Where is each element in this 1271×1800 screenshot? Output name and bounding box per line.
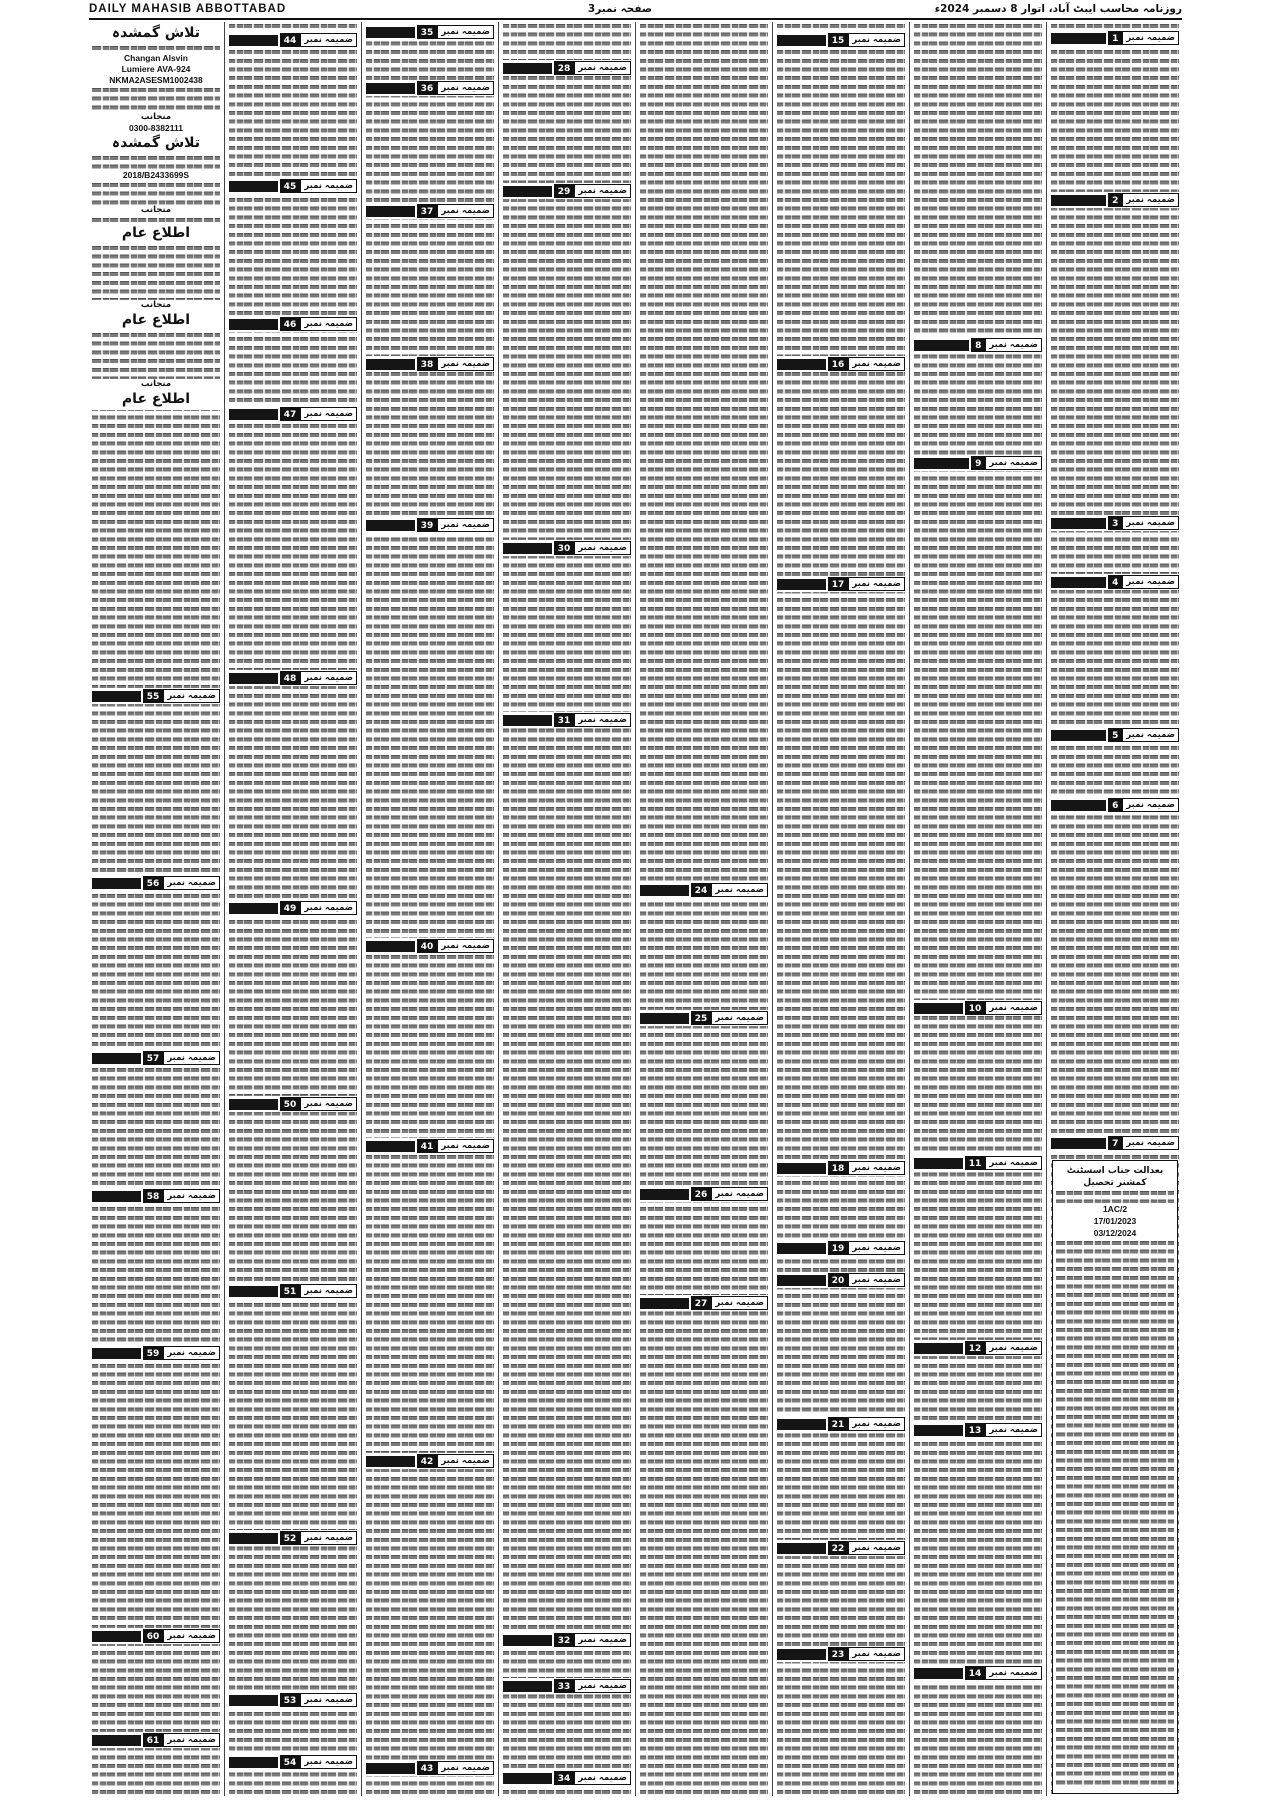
supplement-label: ضمیمہ نمبر <box>574 1771 631 1785</box>
text-block <box>92 216 220 224</box>
court-notice <box>1052 1160 1178 1794</box>
supplement-heading-29 <box>503 183 631 199</box>
supplement-number: 25 <box>691 1011 712 1025</box>
supplement-heading-35 <box>366 24 494 40</box>
column-divider <box>361 22 362 1796</box>
supplement-heading-59 <box>92 1345 220 1361</box>
supplement-heading-15 <box>777 32 905 48</box>
supplement-heading-54 <box>229 1754 357 1770</box>
supplement-number: 29 <box>554 184 575 198</box>
supplement-heading-20 <box>777 1272 905 1288</box>
supplement-label: ضمیمہ نمبر <box>848 1161 905 1175</box>
supplement-number: 33 <box>554 1679 575 1693</box>
supplement-heading-23 <box>777 1646 905 1662</box>
supplement-number: 38 <box>417 357 438 371</box>
column-divider <box>498 22 499 1796</box>
supplement-heading-2 <box>1051 192 1179 208</box>
page-number: صفحہ نمبر3 <box>587 3 653 15</box>
supplement-label: ضمیمہ نمبر <box>300 179 357 193</box>
masthead-title-urdu-date: روزنامہ محاسب ایبٹ آباد، اتوار 8 دسمبر 2024ء <box>934 3 1182 15</box>
supplement-number: 59 <box>143 1346 164 1360</box>
supplement-number: 3 <box>1108 516 1122 530</box>
supplement-heading-6 <box>1051 797 1179 813</box>
column-divider <box>772 22 773 1796</box>
supplement-label: ضمیمہ نمبر <box>1122 575 1179 589</box>
supplement-label: ضمیمہ نمبر <box>437 939 494 953</box>
supplement-heading-18 <box>777 1160 905 1176</box>
from-label: منجانب <box>140 379 172 389</box>
contact-phone: 0300-8382111 <box>129 123 183 133</box>
supplement-number: 42 <box>417 1454 438 1468</box>
supplement-heading-55 <box>92 688 220 704</box>
supplement-heading-39 <box>366 517 494 533</box>
supplement-label: ضمیمہ نمبر <box>985 1156 1042 1170</box>
supplement-number: 32 <box>554 1633 575 1647</box>
notice-heading-3: اطلاع عام <box>121 391 191 407</box>
supplement-heading-38 <box>366 356 494 372</box>
supplement-heading-57 <box>92 1050 220 1066</box>
supplement-label: ضمیمہ نمبر <box>1122 193 1179 207</box>
from-label: منجانب <box>140 205 172 215</box>
supplement-heading-60 <box>92 1628 220 1644</box>
supplement-label: ضمیمہ نمبر <box>711 883 768 897</box>
supplement-heading-52 <box>229 1530 357 1546</box>
supplement-label: ضمیمہ نمبر <box>985 1423 1042 1437</box>
supplement-number: 46 <box>280 317 301 331</box>
supplement-number: 4 <box>1108 575 1122 589</box>
supplement-number: 27 <box>691 1296 712 1310</box>
supplement-label: ضمیمہ نمبر <box>711 1296 768 1310</box>
supplement-heading-17 <box>777 576 905 592</box>
supplement-number: 7 <box>1108 1136 1122 1150</box>
supplement-heading-37 <box>366 203 494 219</box>
supplement-number: 14 <box>965 1666 986 1680</box>
lost-heading-2: تلاش گمشدہ <box>111 135 201 151</box>
supplement-number: 39 <box>417 518 438 532</box>
column-divider <box>635 22 636 1796</box>
supplement-label: ضمیمہ نمبر <box>300 1755 357 1769</box>
supplement-number: 11 <box>965 1156 986 1170</box>
supplement-label: ضمیمہ نمبر <box>437 1454 494 1468</box>
supplement-label: ضمیمہ نمبر <box>300 1531 357 1545</box>
text-block <box>92 244 220 300</box>
supplement-heading-21 <box>777 1416 905 1432</box>
column-1 <box>1048 22 1182 1796</box>
supplement-label: ضمیمہ نمبر <box>437 518 494 532</box>
document-number: 2018/B2433699S <box>122 170 190 180</box>
supplement-label: ضمیمہ نمبر <box>985 1001 1042 1015</box>
supplement-label: ضمیمہ نمبر <box>1122 798 1179 812</box>
supplement-label: ضمیمہ نمبر <box>163 1733 220 1747</box>
classifieds-block <box>92 24 220 410</box>
text-block <box>92 154 220 170</box>
supplement-heading-7 <box>1051 1135 1179 1151</box>
supplement-number: 61 <box>143 1733 164 1747</box>
supplement-label: ضمیمہ نمبر <box>1122 1136 1179 1150</box>
supplement-label: ضمیمہ نمبر <box>300 1097 357 1111</box>
supplement-label: ضمیمہ نمبر <box>163 1189 220 1203</box>
supplement-label: ضمیمہ نمبر <box>1122 31 1179 45</box>
supplement-number: 19 <box>828 1241 849 1255</box>
masthead-title-english: DAILY MAHASIB ABBOTTABAD <box>89 3 287 15</box>
supplement-label: ضمیمہ نمبر <box>848 1273 905 1287</box>
supplement-label: ضمیمہ نمبر <box>300 901 357 915</box>
supplement-number: 40 <box>417 939 438 953</box>
supplement-heading-4 <box>1051 574 1179 590</box>
supplement-heading-42 <box>366 1453 494 1469</box>
column-divider <box>224 22 225 1796</box>
supplement-number: 57 <box>143 1051 164 1065</box>
supplement-label: ضمیمہ نمبر <box>574 1679 631 1693</box>
supplement-heading-1 <box>1051 30 1179 46</box>
court-date-2: 03/12/2024 <box>1093 1228 1137 1238</box>
supplement-label: ضمیمہ نمبر <box>848 1241 905 1255</box>
supplement-heading-40 <box>366 938 494 954</box>
supplement-heading-24 <box>640 882 768 898</box>
supplement-number: 52 <box>280 1531 301 1545</box>
supplement-label: ضمیمہ نمبر <box>574 61 631 75</box>
supplement-heading-56 <box>92 875 220 891</box>
supplement-label: ضمیمہ نمبر <box>574 1633 631 1647</box>
column-divider <box>909 22 910 1796</box>
supplement-label: ضمیمہ نمبر <box>300 671 357 685</box>
supplement-label: ضمیمہ نمبر <box>985 338 1042 352</box>
supplement-label: ضمیمہ نمبر <box>985 1341 1042 1355</box>
court-notice-heading: بعدالت جناب اسسٹنٹ کمشنر تحصیل <box>1066 1166 1164 1188</box>
text-block <box>92 44 220 53</box>
supplement-heading-50 <box>229 1096 357 1112</box>
supplement-label: ضمیمہ نمبر <box>437 25 494 39</box>
supplement-label: ضمیمہ نمبر <box>300 407 357 421</box>
supplement-heading-14 <box>914 1665 1042 1681</box>
supplement-label: ضمیمہ نمبر <box>163 1346 220 1360</box>
supplement-number: 17 <box>828 577 849 591</box>
supplement-label: ضمیمہ نمبر <box>437 81 494 95</box>
text-block <box>1056 1189 1174 1203</box>
column-7 <box>226 22 360 1796</box>
supplement-number: 34 <box>554 1771 575 1785</box>
supplement-number: 6 <box>1108 798 1122 812</box>
supplement-number: 55 <box>143 689 164 703</box>
supplement-number: 54 <box>280 1755 301 1769</box>
supplement-number: 28 <box>554 61 575 75</box>
supplement-heading-9 <box>914 455 1042 471</box>
supplement-number: 50 <box>280 1097 301 1111</box>
supplement-heading-13 <box>914 1422 1042 1438</box>
supplement-number: 49 <box>280 901 301 915</box>
supplement-heading-61 <box>92 1732 220 1748</box>
supplement-number: 41 <box>417 1139 438 1153</box>
supplement-number: 48 <box>280 671 301 685</box>
supplement-heading-41 <box>366 1138 494 1154</box>
supplement-label: ضمیمہ نمبر <box>163 689 220 703</box>
supplement-heading-53 <box>229 1692 357 1708</box>
supplement-heading-12 <box>914 1340 1042 1356</box>
supplement-number: 8 <box>971 338 985 352</box>
supplement-number: 1 <box>1108 31 1122 45</box>
supplement-label: ضمیمہ نمبر <box>437 204 494 218</box>
supplement-number: 51 <box>280 1284 301 1298</box>
supplement-number: 23 <box>828 1647 849 1661</box>
supplement-heading-58 <box>92 1188 220 1204</box>
supplement-heading-49 <box>229 900 357 916</box>
supplement-label: ضمیمہ نمبر <box>985 456 1042 470</box>
supplement-number: 26 <box>691 1187 712 1201</box>
supplement-label: ضمیمہ نمبر <box>711 1011 768 1025</box>
from-label: منجانب <box>140 300 172 310</box>
supplement-heading-25 <box>640 1010 768 1026</box>
supplement-number: 35 <box>417 25 438 39</box>
registration-number: AVA-924 <box>156 64 191 74</box>
supplement-number: 43 <box>417 1761 438 1775</box>
supplement-heading-47 <box>229 406 357 422</box>
supplement-number: 30 <box>554 541 575 555</box>
supplement-number: 58 <box>143 1189 164 1203</box>
supplement-heading-36 <box>366 80 494 96</box>
supplement-label: ضمیمہ نمبر <box>574 713 631 727</box>
column-8 <box>89 22 223 1796</box>
supplement-heading-33 <box>503 1678 631 1694</box>
supplement-number: 5 <box>1108 728 1122 742</box>
supplement-heading-5 <box>1051 727 1179 743</box>
supplement-heading-22 <box>777 1540 905 1556</box>
supplement-heading-43 <box>366 1760 494 1776</box>
supplement-number: 47 <box>280 407 301 421</box>
notice-heading-1: اطلاع عام <box>121 225 191 241</box>
supplement-label: ضمیمہ نمبر <box>848 1417 905 1431</box>
column-divider <box>1046 22 1047 1796</box>
text-block <box>92 331 220 379</box>
supplement-heading-3 <box>1051 515 1179 531</box>
chassis-number: NKMA2ASESM1002438 <box>109 75 203 85</box>
column-5 <box>500 22 634 1796</box>
vehicle-registration <box>92 64 220 75</box>
supplement-heading-10 <box>914 1000 1042 1016</box>
supplement-number: 13 <box>965 1423 986 1437</box>
masthead-rule <box>89 18 1182 20</box>
supplement-number: 36 <box>417 81 438 95</box>
column-3 <box>774 22 908 1796</box>
supplement-label: ضمیمہ نمبر <box>985 1666 1042 1680</box>
supplement-label: ضمیمہ نمبر <box>848 1541 905 1555</box>
lost-heading: تلاش گمشدہ <box>111 25 201 41</box>
text-block <box>92 86 220 112</box>
supplement-heading-46 <box>229 316 357 332</box>
supplement-number: 15 <box>828 33 849 47</box>
supplement-number: 60 <box>143 1629 164 1643</box>
supplement-label: ضمیمہ نمبر <box>300 1693 357 1707</box>
supplement-heading-48 <box>229 670 357 686</box>
supplement-number: 2 <box>1108 193 1122 207</box>
column-6 <box>363 22 497 1796</box>
court-date-1: 17/01/2023 <box>1093 1216 1137 1226</box>
supplement-label: ضمیمہ نمبر <box>574 541 631 555</box>
supplement-label: ضمیمہ نمبر <box>1122 516 1179 530</box>
supplement-label: ضمیمہ نمبر <box>574 184 631 198</box>
notice-heading-2: اطلاع عام <box>121 312 191 328</box>
supplement-heading-27 <box>640 1295 768 1311</box>
supplement-label: ضمیمہ نمبر <box>437 1139 494 1153</box>
supplement-heading-34 <box>503 1770 631 1786</box>
text-block <box>92 181 220 205</box>
supplement-number: 16 <box>828 357 849 371</box>
supplement-label: ضمیمہ نمبر <box>437 357 494 371</box>
court-case-number: 1AC/2 <box>1102 1204 1128 1214</box>
column-4 <box>637 22 771 1796</box>
supplement-number: 24 <box>691 883 712 897</box>
supplement-number: 53 <box>280 1693 301 1707</box>
supplement-number: 37 <box>417 204 438 218</box>
supplement-heading-28 <box>503 60 631 76</box>
supplement-heading-31 <box>503 712 631 728</box>
supplement-label: ضمیمہ نمبر <box>1122 728 1179 742</box>
supplement-number: 22 <box>828 1541 849 1555</box>
supplement-number: 10 <box>965 1001 986 1015</box>
supplement-heading-44 <box>229 32 357 48</box>
supplement-heading-51 <box>229 1283 357 1299</box>
column-2 <box>911 22 1045 1796</box>
supplement-number: 9 <box>971 456 985 470</box>
supplement-number: 20 <box>828 1273 849 1287</box>
supplement-number: 56 <box>143 876 164 890</box>
supplement-number: 21 <box>828 1417 849 1431</box>
supplement-label: ضمیمہ نمبر <box>848 33 905 47</box>
supplement-number: 18 <box>828 1161 849 1175</box>
supplement-label: ضمیمہ نمبر <box>163 1629 220 1643</box>
supplement-heading-16 <box>777 356 905 372</box>
supplement-heading-11 <box>914 1155 1042 1171</box>
supplement-label: ضمیمہ نمبر <box>300 33 357 47</box>
supplement-number: 45 <box>280 179 301 193</box>
supplement-heading-26 <box>640 1186 768 1202</box>
supplement-label: ضمیمہ نمبر <box>163 1051 220 1065</box>
text-block <box>1056 1239 1174 1789</box>
supplement-number: 31 <box>554 713 575 727</box>
supplement-label: ضمیمہ نمبر <box>848 577 905 591</box>
supplement-label: ضمیمہ نمبر <box>300 1284 357 1298</box>
supplement-heading-19 <box>777 1240 905 1256</box>
supplement-label: ضمیمہ نمبر <box>711 1187 768 1201</box>
supplement-heading-8 <box>914 337 1042 353</box>
vehicle-variant: Lumiere <box>121 64 155 74</box>
supplement-number: 44 <box>280 33 301 47</box>
supplement-number: 12 <box>965 1341 986 1355</box>
supplement-label: ضمیمہ نمبر <box>437 1761 494 1775</box>
supplement-heading-45 <box>229 178 357 194</box>
supplement-label: ضمیمہ نمبر <box>848 357 905 371</box>
supplement-heading-30 <box>503 540 631 556</box>
supplement-label: ضمیمہ نمبر <box>163 876 220 890</box>
supplement-label: ضمیمہ نمبر <box>848 1647 905 1661</box>
from-label: منجانب <box>140 112 172 122</box>
supplement-label: ضمیمہ نمبر <box>300 317 357 331</box>
vehicle-model: Changan Alsvin <box>124 53 188 63</box>
supplement-heading-32 <box>503 1632 631 1648</box>
